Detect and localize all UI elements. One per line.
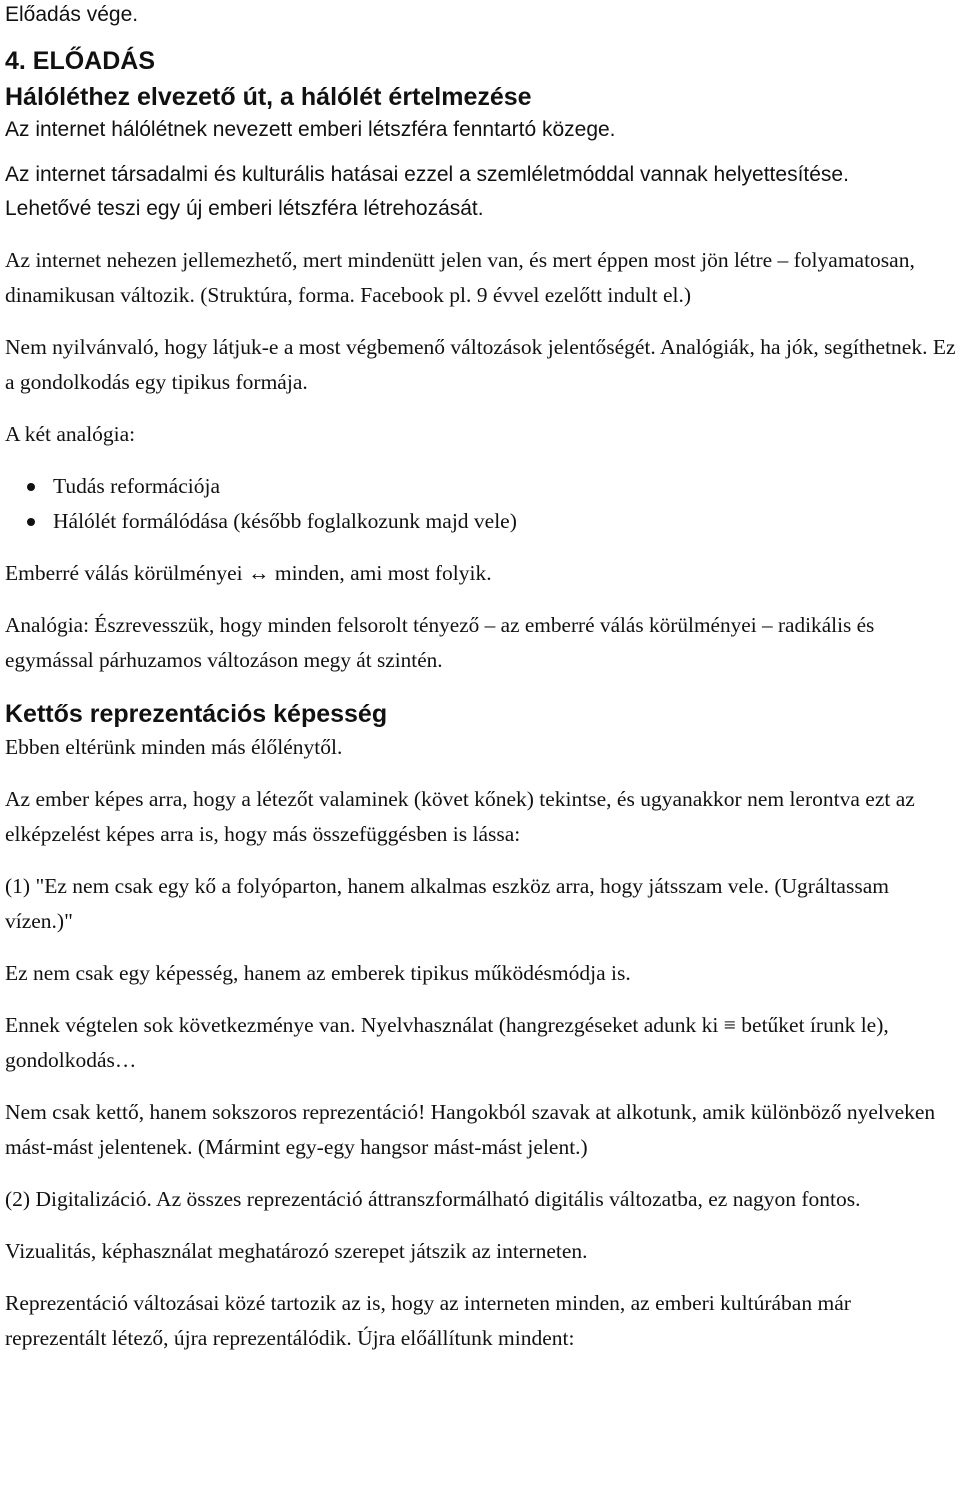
- analogy-list: [5, 469, 957, 539]
- bullet-icon: [27, 483, 35, 491]
- paragraph-analogy-explanation: Analógia: Észrevesszük, hogy minden felsorolt tényező – az emberré válás körülményei – radikális és egymással párhuzamos változáson megy át szintén.: [5, 613, 875, 672]
- paragraph-consequences: Ennek végtelen sok következménye van. Nyelvhasználat (hangrezgéseket adunk ki ≡ betűket írunk le), gondolkodás…: [5, 1013, 889, 1072]
- section-lead: Ebben eltérünk minden más élőlénytől.: [5, 735, 343, 759]
- analogy-text: Tudás reformációja: [53, 474, 220, 498]
- list-item: [53, 504, 957, 539]
- paragraph-typical-mode: Ez nem csak egy képesség, hanem az emberek tipikus működésmódja is.: [5, 961, 631, 985]
- paragraph-stone-example: (1) "Ez nem csak egy kő a folyóparton, hanem alkalmas eszköz arra, hogy játsszam vele. (Ugráltassam vízen.)": [5, 874, 889, 933]
- lecture-subtitle: Hálóléthez elvezető út, a hálólét értelmezése: [5, 83, 532, 111]
- paragraph-human-capability: Az ember képes arra, hogy a létezőt valaminek (követ kőnek) tekintse, és ugyanakkor nem lerontva ezt az elképzelést képes arra is, hogy más összefüggésben is lássa:: [5, 787, 915, 846]
- bullet-icon: [27, 518, 35, 526]
- list-item: [53, 469, 957, 504]
- paragraph-digitalization: (2) Digitalizáció. Az összes reprezentáció áttranszformálható digitális változatba, ez nagyon fontos.: [5, 1187, 861, 1211]
- paragraph-internet-hard-to-describe: Az internet nehezen jellemezhető, mert mindenütt jelen van, és mert éppen most jön létre – folyamatosan, dinamikusan változik. (Struktúra, forma. Facebook pl. 9 évvel ezelőtt indult el.): [5, 248, 915, 307]
- paragraph-human-becoming: Emberré válás körülményei ↔ minden, ami most folyik.: [5, 561, 492, 585]
- lecture-number-title: 4. ELŐADÁS: [5, 47, 156, 75]
- paragraph-representation-changes: Reprezentáció változásai közé tartozik az is, hogy az interneten minden, az emberi kultúrában már reprezentált létező, újra reprezentálódik. Újra előállítunk mindent:: [5, 1291, 851, 1350]
- lecture-intro: Az internet hálólétnek nevezett emberi létszféra fenntartó közege.: [5, 118, 616, 141]
- analogy-text: Hálólét formálódása (később foglalkozunk majd vele): [53, 509, 517, 533]
- previous-lecture-end: Előadás vége.: [5, 3, 139, 26]
- paragraph-social-effects: Az internet társadalmi és kulturális hatásai ezzel a szemléletmóddal vannak helyettesítése. Lehetővé teszi egy új emberi létszféra létrehozását.: [5, 163, 849, 220]
- paragraph-multiple-representation: Nem csak kettő, hanem sokszoros reprezentáció! Hangokból szavak at alkotunk, amik különböző nyelveken mást-mást jelentenek. (Mármint egy-egy hangsor mást-mást jelent.): [5, 1100, 936, 1159]
- paragraph-two-analogies: A két analógia:: [5, 422, 136, 446]
- section-title: Kettős reprezentációs képesség: [5, 700, 388, 728]
- paragraph-not-obvious: Nem nyilvánvaló, hogy látjuk-e a most végbemenő változások jelentőségét. Analógiák, ha jók, segíthetnek. Ez a gondolkodás egy tipikus formája.: [5, 335, 956, 394]
- document-page: [5, 0, 957, 1356]
- paragraph-visuality: Vizualitás, képhasználat meghatározó szerepet játszik az interneten.: [5, 1239, 588, 1263]
